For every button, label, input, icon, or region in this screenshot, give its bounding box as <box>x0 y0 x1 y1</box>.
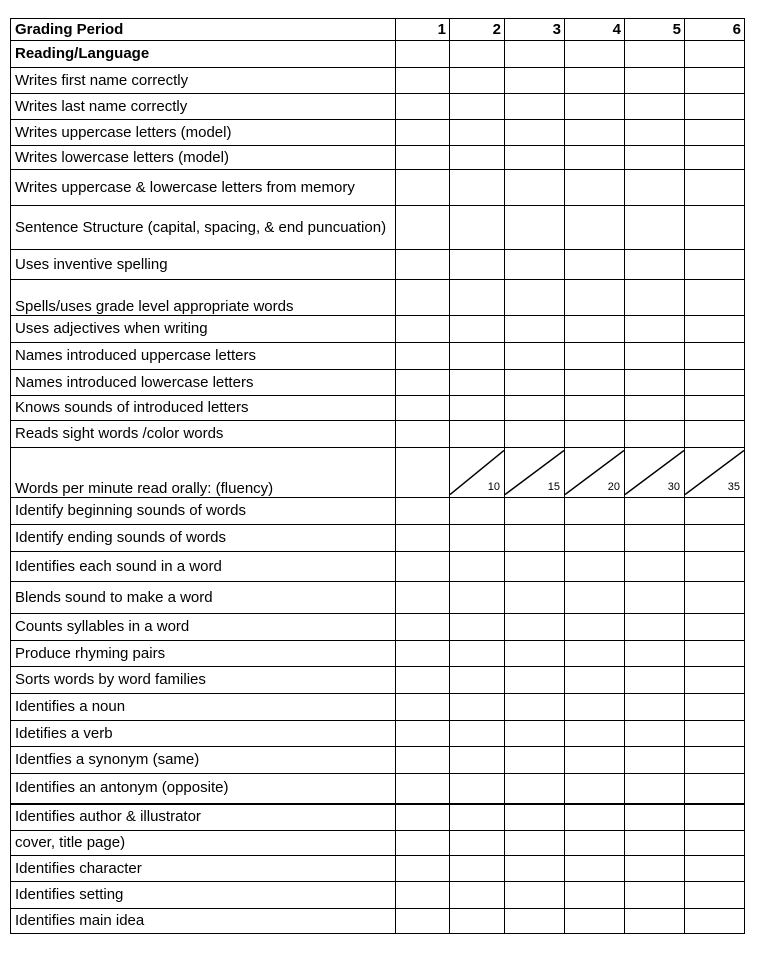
skill-row <box>11 882 745 909</box>
skill-row <box>11 146 745 170</box>
grade-cell[interactable] <box>450 370 505 396</box>
fluency-target-value: 35 <box>727 481 740 493</box>
skill-row <box>11 667 745 694</box>
fluency-target-value: 30 <box>667 481 680 493</box>
grade-cell[interactable] <box>396 120 450 146</box>
grade-cell[interactable] <box>505 747 565 774</box>
grade-cell[interactable] <box>625 909 685 934</box>
grade-cell[interactable] <box>625 120 685 146</box>
grade-cell[interactable] <box>565 525 625 552</box>
grade-cell[interactable] <box>396 774 450 804</box>
fluency-target-cell[interactable] <box>450 448 505 498</box>
skill-row <box>11 909 745 934</box>
grade-cell[interactable] <box>565 856 625 882</box>
grade-cell[interactable] <box>450 641 505 667</box>
grade-cell[interactable] <box>685 831 745 856</box>
grade-cell[interactable] <box>685 120 745 146</box>
skill-label <box>11 170 396 206</box>
skill-row <box>11 721 745 747</box>
grade-cell[interactable] <box>450 552 505 582</box>
fluency-target-cell[interactable] <box>505 448 565 498</box>
skill-label-text: Identifies each sound in a word <box>15 557 222 575</box>
skill-label <box>11 250 396 280</box>
grade-cell[interactable] <box>565 667 625 694</box>
grade-cell[interactable] <box>565 41 625 68</box>
grade-cell[interactable] <box>396 582 450 614</box>
skill-label <box>11 146 396 170</box>
skill-row <box>11 343 745 370</box>
grade-cell[interactable] <box>396 694 450 721</box>
grade-cell[interactable] <box>625 498 685 525</box>
grade-cell[interactable] <box>565 831 625 856</box>
skill-label-text: Uses adjectives when writing <box>15 320 208 337</box>
skill-label <box>11 120 396 146</box>
grade-cell[interactable] <box>450 94 505 120</box>
fluency-target-cell[interactable] <box>565 448 625 498</box>
period-2-header: 2 <box>450 19 505 41</box>
grade-cell[interactable] <box>450 721 505 747</box>
grade-cell[interactable] <box>685 641 745 667</box>
grade-cell[interactable] <box>396 146 450 170</box>
grade-cell[interactable] <box>685 552 745 582</box>
grade-cell[interactable] <box>625 316 685 343</box>
grade-cell[interactable] <box>625 667 685 694</box>
skill-label <box>11 396 396 421</box>
skill-row <box>11 774 745 804</box>
grade-cell[interactable] <box>565 206 625 250</box>
grade-cell[interactable] <box>505 250 565 280</box>
grade-cell[interactable] <box>450 206 505 250</box>
grade-cell[interactable] <box>625 170 685 206</box>
skill-label <box>11 316 396 343</box>
grade-cell[interactable] <box>565 280 625 316</box>
grade-cell[interactable] <box>450 804 505 831</box>
grade-cell[interactable] <box>505 94 565 120</box>
grading-table <box>10 18 745 934</box>
skill-label <box>11 909 396 934</box>
skill-label-text: Identifies a noun <box>15 698 126 715</box>
grade-cell[interactable] <box>625 747 685 774</box>
grade-cell[interactable] <box>565 582 625 614</box>
grade-cell[interactable] <box>396 68 450 94</box>
grade-cell[interactable] <box>396 552 450 582</box>
grade-cell[interactable] <box>685 721 745 747</box>
grade-cell[interactable] <box>505 41 565 68</box>
grade-cell[interactable] <box>505 641 565 667</box>
grade-cell[interactable] <box>625 343 685 370</box>
grade-cell[interactable] <box>625 694 685 721</box>
skill-label-text: Writes last name correctly <box>15 97 188 115</box>
skill-row <box>11 582 745 614</box>
skill-row <box>11 68 745 94</box>
skill-label-text: Identifies an antonym (opposite) <box>15 779 229 797</box>
grade-cell[interactable] <box>565 552 625 582</box>
skill-label <box>11 614 396 641</box>
skill-label <box>11 667 396 694</box>
skill-label <box>11 552 396 582</box>
skill-label-text: Produce rhyming pairs <box>15 644 166 662</box>
skill-label <box>11 774 396 804</box>
skill-row <box>11 694 745 721</box>
grade-cell[interactable] <box>565 94 625 120</box>
grade-cell[interactable] <box>685 498 745 525</box>
grade-cell[interactable] <box>685 396 745 421</box>
grade-cell[interactable] <box>685 525 745 552</box>
grade-cell[interactable] <box>625 552 685 582</box>
grade-cell[interactable] <box>565 68 625 94</box>
skill-label <box>11 694 396 721</box>
grade-cell[interactable] <box>565 343 625 370</box>
skill-label-text: Reads sight words /color words <box>15 425 224 442</box>
grade-cell[interactable] <box>450 396 505 421</box>
grade-cell[interactable] <box>685 68 745 94</box>
grade-cell[interactable] <box>625 421 685 448</box>
grade-cell[interactable] <box>625 831 685 856</box>
grade-cell[interactable] <box>505 552 565 582</box>
period-4-header: 4 <box>565 19 625 41</box>
skill-label-text: Words per minute read orally: (fluency) <box>15 480 274 497</box>
skill-row <box>11 280 745 316</box>
grade-cell[interactable] <box>505 146 565 170</box>
grade-cell[interactable] <box>625 856 685 882</box>
skill-row <box>11 94 745 120</box>
grade-cell[interactable] <box>396 316 450 343</box>
skill-label <box>11 582 396 614</box>
skill-label-text: Identify beginning sounds of words <box>15 502 246 519</box>
skill-label-text: Writes lowercase letters (model) <box>15 148 229 166</box>
grade-cell[interactable] <box>565 370 625 396</box>
grade-cell[interactable] <box>396 396 450 421</box>
grade-cell[interactable] <box>505 694 565 721</box>
grade-cell[interactable] <box>625 882 685 909</box>
grade-cell[interactable] <box>505 525 565 552</box>
skill-label <box>11 280 396 316</box>
skill-label-text: Names introduced uppercase letters <box>15 347 256 364</box>
skill-label <box>11 804 396 831</box>
grade-cell[interactable] <box>450 421 505 448</box>
grade-cell[interactable] <box>505 882 565 909</box>
grade-cell[interactable] <box>505 667 565 694</box>
section-row <box>11 41 745 68</box>
grade-cell[interactable] <box>450 882 505 909</box>
grade-cell[interactable] <box>625 641 685 667</box>
skill-row <box>11 206 745 250</box>
grade-cell[interactable] <box>505 170 565 206</box>
grade-cell[interactable] <box>685 343 745 370</box>
grade-cell[interactable] <box>505 774 565 804</box>
grade-cell[interactable] <box>625 614 685 641</box>
grade-cell[interactable] <box>450 614 505 641</box>
skill-row <box>11 250 745 280</box>
grade-cell[interactable] <box>565 882 625 909</box>
skill-row <box>11 614 745 641</box>
grade-cell[interactable] <box>625 68 685 94</box>
grade-cell[interactable] <box>450 856 505 882</box>
grade-cell[interactable] <box>565 909 625 934</box>
grade-cell[interactable] <box>685 250 745 280</box>
skill-label <box>11 448 396 498</box>
grade-cell[interactable] <box>450 747 505 774</box>
grade-cell[interactable] <box>450 909 505 934</box>
grade-cell[interactable] <box>396 721 450 747</box>
skill-row <box>11 316 745 343</box>
grade-cell[interactable] <box>396 170 450 206</box>
skill-label-text: Identifies author & illustrator <box>15 808 201 826</box>
grade-cell[interactable] <box>396 498 450 525</box>
grade-cell[interactable] <box>505 370 565 396</box>
grade-cell[interactable] <box>685 747 745 774</box>
grade-cell[interactable] <box>505 856 565 882</box>
grade-cell[interactable] <box>450 525 505 552</box>
grade-cell[interactable] <box>450 250 505 280</box>
grade-cell[interactable] <box>450 170 505 206</box>
skill-row <box>11 552 745 582</box>
grade-cell[interactable] <box>685 94 745 120</box>
grade-cell[interactable] <box>685 316 745 343</box>
grade-cell[interactable] <box>396 370 450 396</box>
grade-cell[interactable] <box>565 641 625 667</box>
skill-row <box>11 170 745 206</box>
skill-row <box>11 120 745 146</box>
grade-cell[interactable] <box>396 882 450 909</box>
skill-row <box>11 856 745 882</box>
grade-cell[interactable] <box>396 343 450 370</box>
skill-row <box>11 396 745 421</box>
grade-cell[interactable] <box>450 498 505 525</box>
grade-cell[interactable] <box>685 146 745 170</box>
grade-cell[interactable] <box>685 909 745 934</box>
skill-row <box>11 641 745 667</box>
grade-cell[interactable] <box>396 525 450 552</box>
grade-cell[interactable] <box>685 206 745 250</box>
grade-cell[interactable] <box>450 316 505 343</box>
grade-cell[interactable] <box>625 370 685 396</box>
grade-cell[interactable] <box>685 280 745 316</box>
grade-cell[interactable] <box>625 804 685 831</box>
grade-cell[interactable] <box>450 120 505 146</box>
grade-cell[interactable] <box>685 421 745 448</box>
fluency-target-cell[interactable] <box>625 448 685 498</box>
grade-cell[interactable] <box>505 421 565 448</box>
grade-cell[interactable] <box>450 582 505 614</box>
skill-label-text: cover, title page) <box>15 835 126 851</box>
skill-label <box>11 747 396 774</box>
grade-cell[interactable] <box>685 804 745 831</box>
grade-cell[interactable] <box>505 498 565 525</box>
fluency-target-value: 20 <box>607 481 620 493</box>
grade-cell[interactable] <box>565 421 625 448</box>
grade-cell[interactable] <box>685 694 745 721</box>
skill-label-text: Blends sound to make a word <box>15 588 213 606</box>
grade-cell[interactable] <box>625 206 685 250</box>
grade-cell[interactable] <box>565 146 625 170</box>
fluency-target-value: 10 <box>487 481 500 493</box>
skill-row <box>11 804 745 831</box>
grade-cell[interactable] <box>450 68 505 94</box>
grade-cell[interactable] <box>685 882 745 909</box>
skill-row <box>11 831 745 856</box>
grade-cell[interactable] <box>505 396 565 421</box>
skill-label <box>11 641 396 667</box>
grade-cell[interactable] <box>565 694 625 721</box>
grade-cell[interactable] <box>685 370 745 396</box>
grade-cell[interactable] <box>625 721 685 747</box>
period-6-header: 6 <box>685 19 745 41</box>
grade-cell[interactable] <box>450 694 505 721</box>
skill-row <box>11 448 745 498</box>
skill-label-text: Knows sounds of introduced letters <box>15 399 249 416</box>
grade-cell[interactable] <box>450 774 505 804</box>
skill-label-text: Writes first name correctly <box>15 71 189 89</box>
grade-cell[interactable] <box>505 804 565 831</box>
grade-cell[interactable] <box>685 582 745 614</box>
fluency-target-cell[interactable] <box>396 448 450 498</box>
grade-cell[interactable] <box>565 774 625 804</box>
grade-cell[interactable] <box>396 250 450 280</box>
grade-cell[interactable] <box>450 146 505 170</box>
skill-row <box>11 421 745 448</box>
period-3-header: 3 <box>505 19 565 41</box>
skill-label <box>11 94 396 120</box>
grade-cell[interactable] <box>685 667 745 694</box>
grade-cell[interactable] <box>565 804 625 831</box>
skill-label <box>11 856 396 882</box>
grade-cell[interactable] <box>396 747 450 774</box>
skill-row <box>11 747 745 774</box>
grade-cell[interactable] <box>396 909 450 934</box>
grade-cell[interactable] <box>396 614 450 641</box>
skill-label-text: Sentence Structure (capital, spacing, & end puncuation) <box>15 218 387 236</box>
skill-label-text: Sorts words by word families <box>15 671 206 688</box>
grade-cell[interactable] <box>396 280 450 316</box>
grade-cell[interactable] <box>625 774 685 804</box>
skill-label <box>11 343 396 370</box>
grade-cell[interactable] <box>625 250 685 280</box>
grade-cell[interactable] <box>450 667 505 694</box>
grade-cell[interactable] <box>450 831 505 856</box>
skill-label-text: Spells/uses grade level appropriate words <box>15 298 294 315</box>
grade-cell[interactable] <box>685 774 745 804</box>
period-5-header: 5 <box>625 19 685 41</box>
skill-label-text: Identifies main idea <box>15 912 145 929</box>
grade-cell[interactable] <box>625 582 685 614</box>
grade-cell[interactable] <box>565 396 625 421</box>
skill-label <box>11 882 396 909</box>
skill-label-text: Identify ending sounds of words <box>15 529 226 546</box>
grade-cell[interactable] <box>685 614 745 641</box>
grade-cell[interactable] <box>396 41 450 68</box>
skill-label <box>11 421 396 448</box>
grade-cell[interactable] <box>396 831 450 856</box>
grade-cell[interactable] <box>625 146 685 170</box>
skill-label <box>11 498 396 525</box>
fluency-target-cell[interactable] <box>685 448 745 498</box>
grade-cell[interactable] <box>565 498 625 525</box>
grade-cell[interactable] <box>396 667 450 694</box>
grade-cell[interactable] <box>685 856 745 882</box>
header-row <box>11 19 745 41</box>
skill-label-text: Uses inventive spelling <box>15 255 168 273</box>
grade-cell[interactable] <box>625 396 685 421</box>
skill-label <box>11 721 396 747</box>
grade-cell[interactable] <box>565 120 625 146</box>
skill-label <box>11 68 396 94</box>
grade-cell[interactable] <box>625 525 685 552</box>
grade-cell[interactable] <box>396 856 450 882</box>
grade-cell[interactable] <box>396 206 450 250</box>
grade-cell[interactable] <box>505 831 565 856</box>
period-1-header: 1 <box>396 19 450 41</box>
skill-label-text: Writes uppercase & lowercase letters from memory <box>15 178 355 196</box>
grade-cell[interactable] <box>396 421 450 448</box>
grade-cell[interactable] <box>505 120 565 146</box>
skill-row <box>11 525 745 552</box>
grade-cell[interactable] <box>396 94 450 120</box>
skill-label-text: Identifies setting <box>15 886 124 903</box>
grade-cell[interactable] <box>505 280 565 316</box>
skill-label-text: Writes uppercase letters (model) <box>15 123 232 141</box>
grade-cell[interactable] <box>505 343 565 370</box>
grade-cell[interactable] <box>505 721 565 747</box>
grade-cell[interactable] <box>505 909 565 934</box>
skill-label <box>11 831 396 856</box>
skill-row <box>11 498 745 525</box>
grade-cell[interactable] <box>396 804 450 831</box>
grade-cell[interactable] <box>625 94 685 120</box>
grade-cell[interactable] <box>565 250 625 280</box>
grade-cell[interactable] <box>505 206 565 250</box>
grade-cell[interactable] <box>565 721 625 747</box>
grade-cell[interactable] <box>505 614 565 641</box>
grade-cell[interactable] <box>625 280 685 316</box>
grade-cell[interactable] <box>505 68 565 94</box>
grade-cell[interactable] <box>625 41 685 68</box>
skill-label-text: Idetifies a verb <box>15 724 113 742</box>
skill-label-text: Names introduced lowercase letters <box>15 373 254 391</box>
grade-cell[interactable] <box>565 614 625 641</box>
skill-label-text: Identfies a synonym (same) <box>15 751 200 768</box>
skill-label-text: Counts syllables in a word <box>15 618 190 635</box>
grade-cell[interactable] <box>685 170 745 206</box>
section-title: Reading/Language <box>11 41 396 68</box>
skill-label <box>11 206 396 250</box>
skill-label-text: Identifies character <box>15 859 142 877</box>
skill-label <box>11 525 396 552</box>
skill-label <box>11 370 396 396</box>
grade-cell[interactable] <box>505 582 565 614</box>
grade-cell[interactable] <box>450 41 505 68</box>
skill-row <box>11 370 745 396</box>
grade-cell[interactable] <box>505 316 565 343</box>
grade-cell[interactable] <box>565 170 625 206</box>
grade-cell[interactable] <box>685 41 745 68</box>
fluency-target-value: 15 <box>547 481 560 493</box>
grading-period-label: Grading Period <box>11 19 396 41</box>
grade-cell[interactable] <box>565 316 625 343</box>
grade-cell[interactable] <box>450 280 505 316</box>
grade-cell[interactable] <box>450 343 505 370</box>
grade-cell[interactable] <box>396 641 450 667</box>
grade-cell[interactable] <box>565 747 625 774</box>
